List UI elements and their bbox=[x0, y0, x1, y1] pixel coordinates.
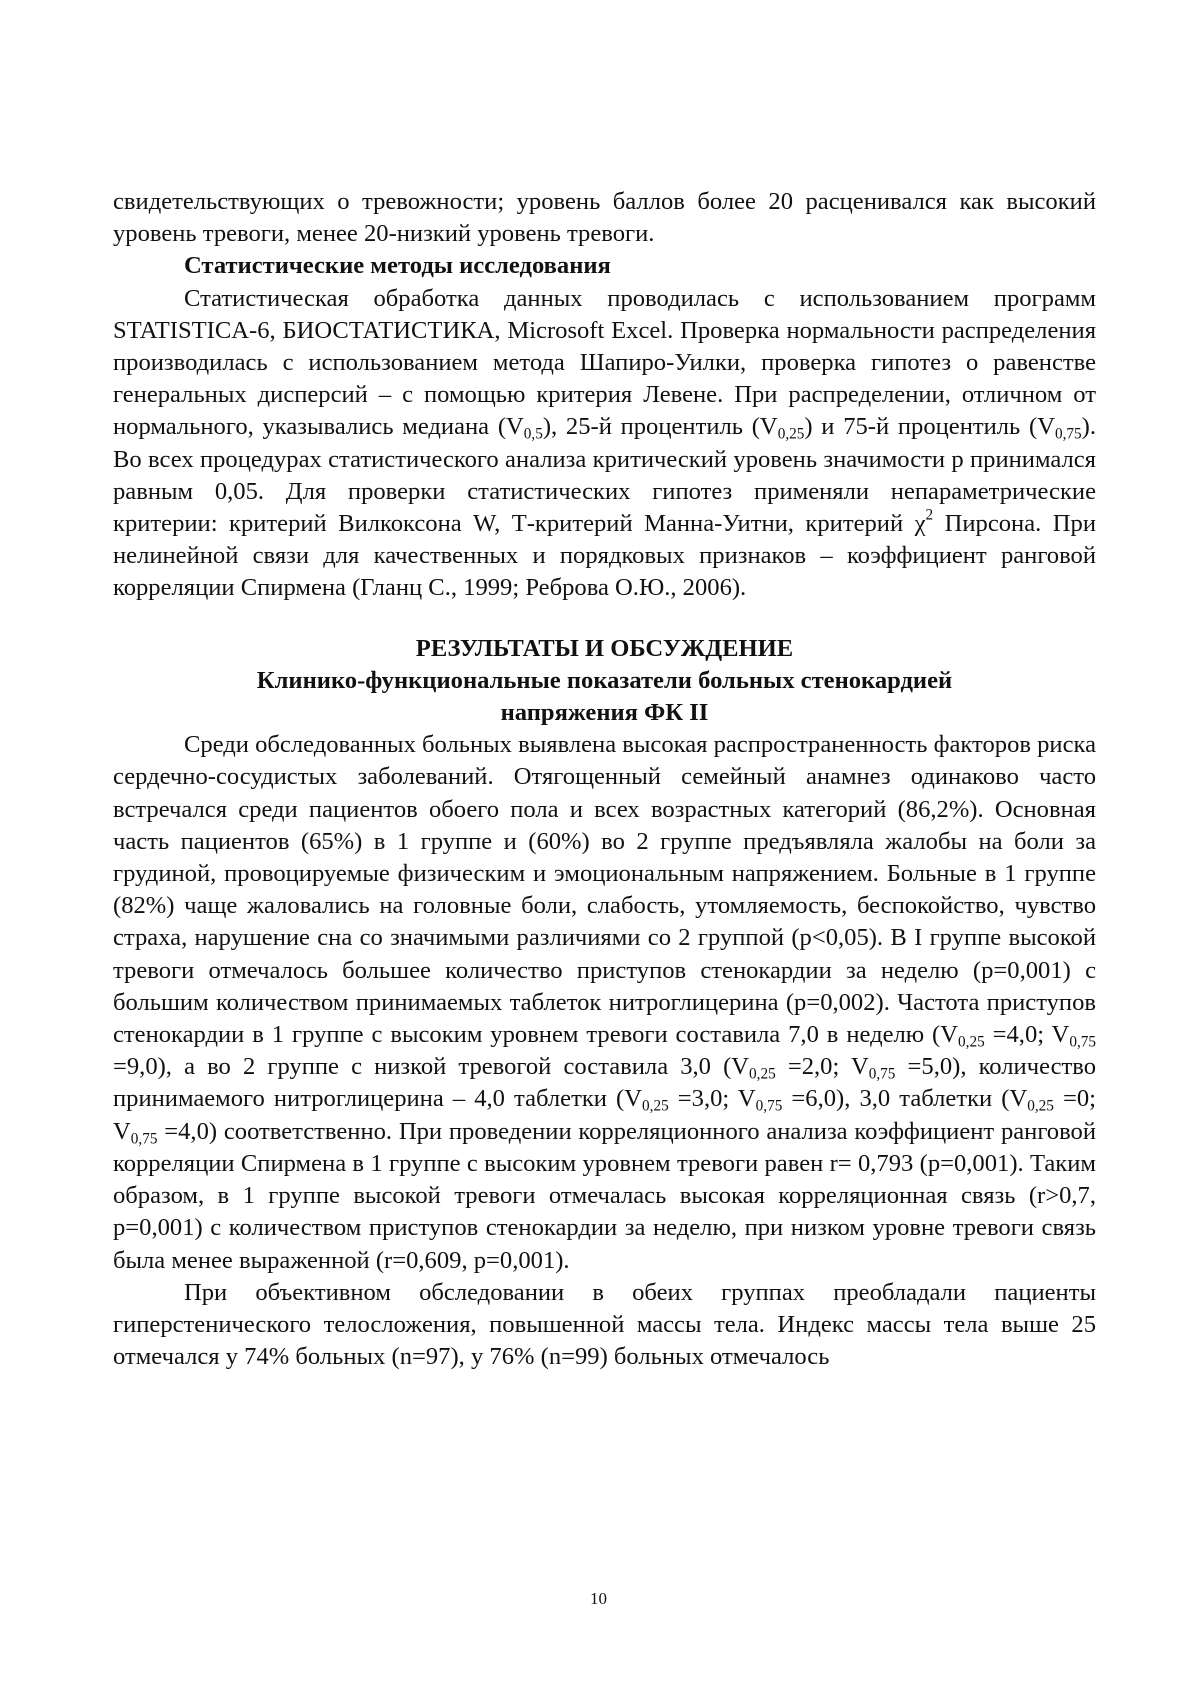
heading-clinical-line-1: Клинико-функциональные показатели больных стенокардией bbox=[256, 666, 953, 694]
heading-clinical-line-2: напряжения ФК II bbox=[500, 699, 709, 727]
paragraph-intro: свидетельствующих о тревожности; уровень баллов более 20 расценивался как высокий уровень тревоги, менее 20-низкий уровень тревоги. bbox=[113, 188, 1096, 248]
paragraph-objective-exam: При объективном обследовании в обеих группах преобладали пациенты гиперстенического телосложения, повышенной массы тела. Индекс массы тела выше 25 отмечался у 74% больных (n=97), у 76% (n=99) больных отмечалось bbox=[113, 1278, 1096, 1371]
heading-statistical-methods: Статистические методы исследования bbox=[184, 252, 611, 280]
page-number: 10 bbox=[590, 1589, 607, 1608]
heading-results-discussion: РЕЗУЛЬТАТЫ И ОБСУЖДЕНИЕ bbox=[415, 634, 794, 662]
paragraph-results: Среди обследованных больных выявлена высокая распространенность факторов риска сердечно-сосудистых заболеваний. Отягощенный семейный анамнез одинаково часто встречался среди пациентов обоего пола и всех возрастных категорий (86,2%). Основная часть пациентов (65%) в 1 группе и (60%) во 2 группе предъявляла жалобы на боли за грудиной, провоцируемые физическим и эмоциональным напряжением. Больные в 1 группе (82%) чаще жаловались на головные боли, слабость, утомляемость, беспокойство, чувство страха, нарушение сна со значимыми различиями со 2 группой (р<0,05). В I группе высокой тревоги отмечалось большее количество приступов стенокардии за неделю (р=0,001) с большим количеством принимаемых таблеток нитроглицерина (р=0,002). Частота приступов стенокардии в 1 группе с высоким уровнем тревоги составила 7,0 в неделю ($V_{0,25} =4,0$; $V_{0,75} =9,0$), а во 2 группе с низкой тревогой составила 3,0 ($V_{0,25} =2,0$; $V_{0,75} =5,0$), количество принимаемого нитроглицерина – 4,0 таблетки ($V_{0,25} =3,0$; $V_{0,75} =6,0$), 3,0 таблетки ($V_{0,25} =0$; $V_{0,75} =4,0$) соответственно. При проведении корреляционного анализа коэффициент ранговой корреляции Спирмена в 1 группе с высоким уровнем тревоги равен r= 0,793 (p=0,001). Таким образом, в 1 группе высокой тревоги отмечалась высокая корреляционная связь (r>0,7, p=0,001) с количеством приступов стенокардии за неделю, при низком уровне тревоги связь была менее выраженной (r=0,609, p=0,001). bbox=[113, 731, 1097, 1274]
page-body bbox=[113, 186, 1096, 1373]
paragraph-statistical-methods: Статистическая обработка данных проводилась с использованием программ STATISTICA-6, БИОСТАТИСТИКА, Microsoft Excel. Проверка нормальности распределения производилась с использованием метода Шапиро-Уилки, проверка гипотез о равенстве генеральных дисперсий – с помощью критерия Левене. При распределении, отличном от нормального, указывались медиана $(V_{0,5})$, 25-й процентиль $(V_{0,25})$ и 75-й процентиль $(V_{0,75})$. Во всех процедурах статистического анализа критический уровень значимости p принимался равным 0,05. Для проверки статистических гипотез применяли непараметрические критерии: критерий Вилкоксона W, Т-критерий Манна-Уитни, критерий $\chi^2$ Пирсона. При нелинейной связи для качественных и порядковых признаков – коэффициент ранговой корреляции Спирмена (Гланц С., 1999; Реброва О.Ю., 2006). bbox=[113, 284, 1096, 602]
section-gap bbox=[113, 605, 1096, 633]
